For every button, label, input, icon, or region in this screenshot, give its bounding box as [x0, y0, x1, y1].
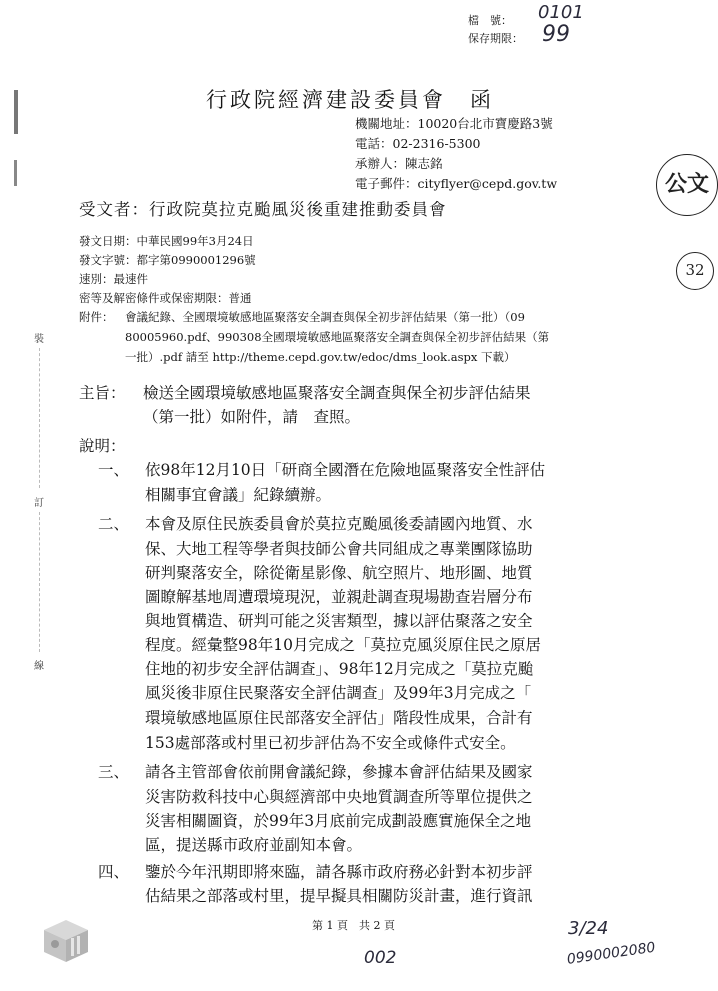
attachments-label: 附件：: [79, 310, 114, 324]
attachments-line: 一批）.pdf 請至 http://theme.cepd.gov.tw/edoc/dms_look.aspx 下載）: [125, 350, 516, 364]
retention-label: 保存期限：: [468, 32, 523, 45]
subject-line: 檢送全國環境敏感地區聚落安全調查與保全初步評估結果: [143, 384, 531, 402]
item-line: 依98年12月10日「研商全國潛在危險地區聚落安全性評估: [145, 461, 546, 479]
issue-date: 發文日期：中華民國99年3月24日: [79, 234, 254, 248]
item-line: 圖瞭解基地周遭環境現況，並親赴調查現場勘查岩層分布: [145, 588, 533, 606]
subject-label: 主旨：: [79, 384, 126, 402]
handwritten-date: 3/24: [568, 918, 609, 939]
explanation-label: 說明：: [79, 437, 126, 455]
item-number: 一、: [98, 461, 130, 479]
subject-line: （第一批）如附件，請 查照。: [143, 408, 361, 426]
document-number: 發文字號：都字第0990001296號: [79, 253, 256, 267]
item-line: 與地質構造、研判可能之災害類型，據以評估聚落之安全: [145, 612, 533, 630]
contact-email: 電子郵件：cityflyer@cepd.gov.tw: [355, 176, 558, 191]
item-line: 本會及原住民族委員會於莫拉克颱風後委請國內地質、水: [145, 515, 533, 533]
agency-phone: 電話：02-2316-5300: [355, 136, 481, 151]
case-handler: 承辦人：陳志銘: [355, 156, 443, 171]
item-line: 風災後非原住民聚落安全評估調查」及99年3月完成之「: [145, 684, 532, 702]
binding-char: 訂: [34, 498, 44, 509]
item-line: 153處部落或村里已初步評估為不安全或條件式安全。: [145, 734, 516, 752]
handwritten-doc-number: 0990002080: [566, 939, 657, 968]
delivery-speed: 速別：最速件: [79, 272, 148, 286]
binding-line: [39, 348, 40, 488]
item-line: 相關事宜會議」紀錄續辦。: [145, 486, 332, 504]
attachments-line: 80005960.pdf、990308全國環境敏感地區聚落安全調查與保全初步評估結果（第: [125, 330, 550, 344]
binding-line: [39, 512, 40, 652]
item-line: 鑒於今年汛期即將來臨，請各縣市政府務必針對本初步評: [145, 863, 533, 881]
item-number: 二、: [98, 515, 130, 533]
item-line: 災害防救科技中心與經濟部中央地質調查所等單位提供之: [145, 788, 533, 806]
secrecy-level: 密等及解密條件或保密期限：普通: [79, 291, 252, 305]
recipient: 受文者：行政院莫拉克颱風災後重建推動委員會: [79, 200, 447, 219]
attachments-line: 會議紀錄、全國環境敏感地區聚落安全調查與保全初步評估結果（第一批）（09: [125, 310, 525, 324]
agency-address: 機關地址：10020台北市寶慶路3號: [355, 116, 553, 131]
item-line: 程度。經彙整98年10月完成之「莫拉克風災原住民之原居: [145, 636, 541, 654]
item-line: 估結果之部落或村里，提早擬具相關防災計畫，進行資訊: [145, 887, 533, 905]
item-line: 保、大地工程等學者與技師公會共同組成之專業團隊協助: [145, 540, 533, 558]
binding-char: 裝: [34, 334, 44, 345]
scan-mark: [14, 90, 18, 134]
binding-char: 線: [34, 661, 44, 672]
item-number: 四、: [98, 863, 130, 881]
circle-number-stamp: 32: [676, 252, 714, 290]
item-line: 災害相關圖資，於99年3月底前完成劃設應實施保全之地: [145, 812, 532, 830]
scanner-logo-icon: [38, 916, 94, 964]
item-line: 請各主管部會依前開會議紀錄，參據本會評估結果及國家: [145, 763, 533, 781]
organization-title: 行政院經濟建設委員會 函: [206, 88, 494, 112]
item-line: 環境敏感地區原住民部落安全評估」階段性成果，合計有: [145, 709, 533, 727]
handwritten-page-number: 002: [364, 948, 397, 968]
file-number-label: 檔 號：: [468, 14, 512, 27]
item-line: 區，提送縣市政府並副知本會。: [145, 836, 363, 854]
page-indicator: 第 1 頁 共 2 頁: [312, 919, 395, 932]
retention-value: 99: [542, 22, 570, 47]
receipt-stamp: 公文: [656, 154, 718, 216]
item-line: 研判聚落安全，除從衛星影像、航空照片、地形圖、地質: [145, 564, 533, 582]
item-line: 住地的初步安全評估調查」、98年12月完成之「莫拉克颱: [145, 660, 534, 678]
scan-mark: [14, 160, 17, 186]
file-number-value: 0101: [538, 2, 584, 23]
item-number: 三、: [98, 763, 130, 781]
